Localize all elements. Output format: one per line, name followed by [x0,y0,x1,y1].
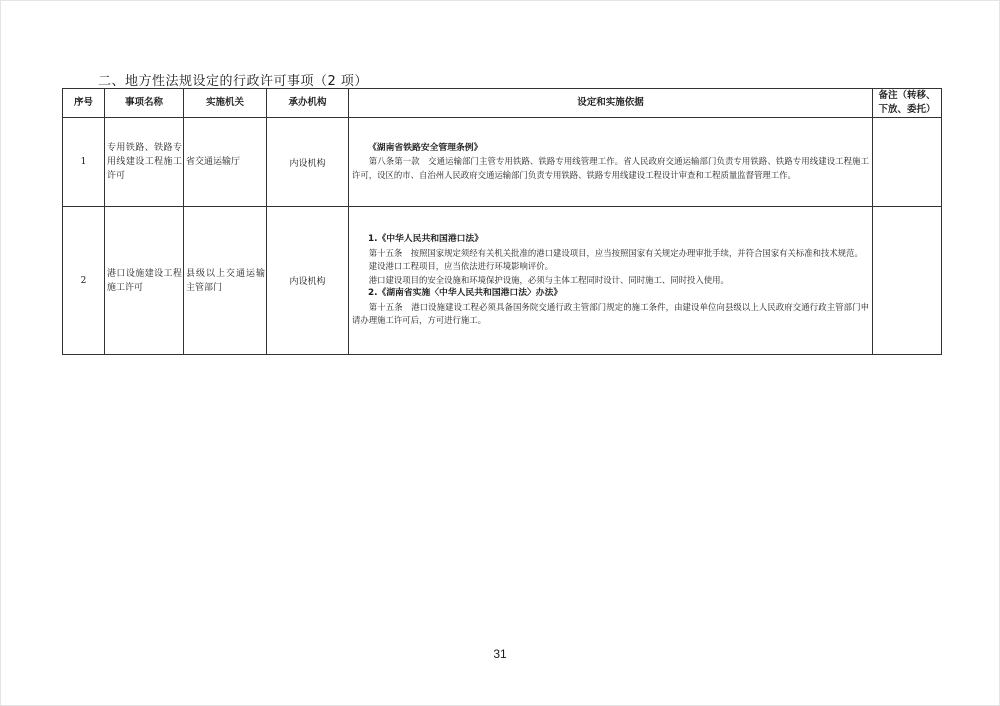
header-handler: 承办机构 [267,89,349,118]
header-name: 事项名称 [105,89,184,118]
row-name: 港口设施建设工程施工许可 [105,207,184,355]
table-row [63,118,942,207]
basis-paragraph: 第八条第一款 交通运输部门主管专用铁路、铁路专用线管理工作。省人民政府交通运输部门负责专用铁路、铁路专用线建设工程施工许可，设区的市、自治州人民政府交通运输部门负责专用铁路、铁路专用线建设工程设计审查和工程质量监督管理工作。 [352,156,869,180]
row-remark [873,118,942,207]
table-header-row [63,89,942,118]
row-remark [873,207,942,355]
permits-table [62,88,942,355]
header-agency: 实施机关 [184,89,267,118]
section-title: 二、地方性法规设定的行政许可事项（2 项） [98,74,368,89]
page-number: 31 [493,647,507,661]
basis-title: 《湖南省铁路安全管理条例》 [368,142,483,153]
header-remark [873,89,942,118]
row-seq: 1 [63,118,105,207]
row-seq: 2 [63,207,105,355]
basis-paragraph: 第十五条 按照国家规定须经有关机关批准的港口建设项目，应当按照国家有关规定办理审批手续，并符合国家有关标准和技术规范。 [368,247,863,258]
row-agency: 县级以上交通运输主管部门 [184,207,267,355]
row-basis [349,207,873,355]
basis-title: 2.《湖南省实施〈中华人民共和国港口法〉办法》 [368,288,563,299]
header-remark-line1: 备注（转移、 [878,90,936,101]
row-basis [349,118,873,207]
basis-title: 1.《中华人民共和国港口法》 [368,234,484,245]
header-remark-line2: 下放、委托） [878,104,936,115]
header-seq: 序号 [63,89,105,118]
basis-paragraph: 港口建设项目的安全设施和环境保护设施，必须与主体工程同时设计、同时施工、同时投入使用。 [368,274,729,285]
row-agency: 省交通运输厅 [184,118,267,207]
table-row [63,207,942,355]
row-handler: 内设机构 [267,207,349,355]
basis-paragraph: 建设港口工程项目，应当依法进行环境影响评价。 [368,261,554,272]
header-basis: 设定和实施依据 [349,89,873,118]
basis-paragraph: 第十五条 港口设施建设工程必须具备国务院交通行政主管部门规定的施工条件，由建设单位向县级以上人民政府交通行政主管部门申请办理施工许可后，方可进行施工。 [352,301,869,326]
row-name: 专用铁路、铁路专用线建设工程施工许可 [105,118,184,207]
row-handler: 内设机构 [267,118,349,207]
